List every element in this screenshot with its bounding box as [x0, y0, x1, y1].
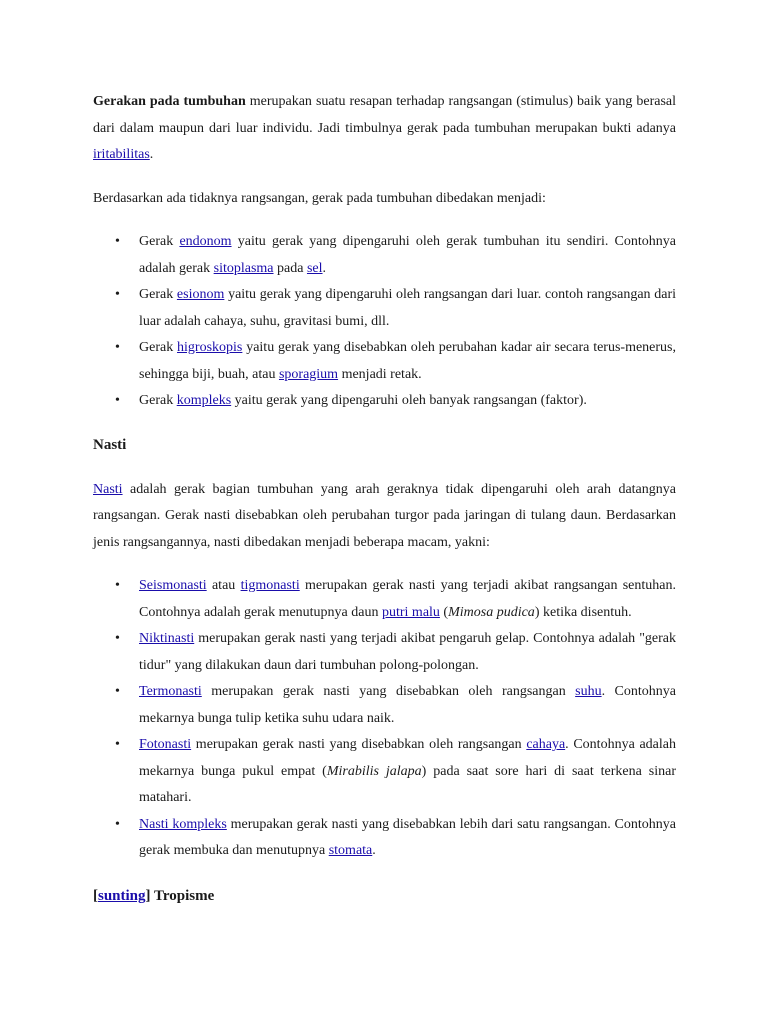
link-iritabilitas[interactable]: iritabilitas [93, 147, 150, 162]
item-text: ) ketika disentuh. [534, 604, 632, 620]
intro-bold-term: Gerakan pada tumbuhan [93, 94, 246, 109]
item-text: ) pada saat sore hari di saat terkena sinar matahari. [139, 763, 676, 805]
heading-tropisme [93, 883, 676, 909]
link-termonasti[interactable]: Termonasti [139, 684, 202, 699]
list-item [139, 282, 676, 335]
list-item [139, 335, 676, 388]
link-higroskopis[interactable]: higroskopis [177, 340, 243, 355]
item-text: Gerak [139, 393, 177, 408]
nasti-paragraph [93, 477, 676, 557]
list-item [139, 679, 676, 732]
list-item [139, 573, 676, 626]
heading-title: Tropisme [150, 887, 215, 904]
link-tigmonasti[interactable]: tigmonasti [240, 578, 300, 593]
list-item [139, 812, 676, 865]
item-text: yaitu gerak yang disebabkan oleh perubahan kadar air secara terus-menerus, sehingga biji, buah, atau [139, 340, 676, 382]
item-text: pada [273, 260, 307, 276]
intro-text: merupakan suatu resapan terhadap rangsangan (stimulus) baik yang berasal dari dalam maupun dari luar individu. Jadi timbulnya gerak pada tumbuhan merupakan bukti adanya [93, 94, 676, 136]
item-text: merupakan gerak nasti yang terjadi akibat pengaruh gelap. Contohnya adalah "gerak tidur" yang dilakukan daun dari tumbuhan polong-polongan. [139, 631, 676, 673]
link-sporagium[interactable]: sporagium [278, 366, 339, 382]
link-suhu[interactable]: suhu [575, 684, 602, 699]
link-fotonasti[interactable]: Fotonasti [139, 737, 192, 752]
item-text: merupakan gerak nasti yang disebabkan lebih dari satu rangsangan. Contohnya gerak membuka dan menutupnya [139, 816, 677, 858]
link-seismonasti[interactable]: Seismonasti [139, 578, 207, 593]
scientific-name: Mimosa pudica [448, 604, 535, 620]
link-sel[interactable]: sel [306, 260, 323, 276]
bracket-close: ] [145, 887, 151, 904]
link-endonom[interactable]: endonom [179, 234, 232, 249]
item-text: menjadi retak. [338, 366, 422, 382]
edit-link-sunting[interactable]: sunting [98, 887, 146, 904]
nasti-list [93, 573, 676, 865]
nasti-text: adalah gerak bagian tumbuhan yang arah geraknya tidak dipengaruhi oleh arah datangnya rangsangan. Gerak nasti disebabkan oleh perubahan turgor pada jaringan di tulang daun. Berdasarkan jenis rangsangannya, nasti dibedakan menjadi beberapa macam, yakni: [93, 481, 676, 550]
item-text: yaitu gerak yang dipengaruhi oleh rangsangan dari luar. contoh rangsangan dari luar adalah cahaya, suhu, gravitasi bumi, dll. [139, 287, 676, 329]
link-esionom[interactable]: esionom [176, 287, 225, 302]
item-text: merupakan gerak nasti yang disebabkan oleh rangsangan [191, 737, 527, 752]
gerak-list [93, 229, 676, 415]
item-text: Gerak [139, 287, 177, 302]
list-item [139, 626, 676, 679]
item-text: atau [206, 578, 241, 593]
link-cahaya[interactable]: cahaya [526, 737, 566, 752]
scientific-name: Mirabilis jalapa [326, 763, 422, 779]
intro-paragraph [93, 89, 676, 169]
item-text: merupakan gerak nasti yang disebabkan oleh rangsangan [201, 684, 576, 699]
item-text: . [372, 843, 376, 858]
item-text: . [322, 260, 327, 276]
bracket-open: [ [93, 887, 98, 904]
item-text: yaitu gerak yang dipengaruhi oleh gerak tumbuhan itu sendiri. Contohnya adalah gerak [139, 234, 676, 276]
link-putri-malu[interactable]: putri malu [381, 604, 440, 620]
item-text: yaitu gerak yang dipengaruhi oleh banyak rangsangan (faktor). [231, 393, 587, 408]
list-item [139, 732, 676, 812]
link-nasti-kompleks[interactable]: Nasti kompleks [139, 816, 227, 832]
item-text: Gerak [139, 340, 178, 355]
document-page [93, 89, 676, 909]
link-sitoplasma[interactable]: sitoplasma [213, 260, 274, 276]
heading-nasti: Nasti [93, 436, 127, 453]
link-kompleks[interactable]: kompleks [176, 393, 232, 408]
link-niktinasti[interactable]: Niktinasti [139, 631, 195, 646]
intro-end: . [149, 147, 154, 162]
item-text: merupakan gerak nasti yang terjadi akibat rangsangan sentuhan. Contohnya adalah gerak menutupnya daun [139, 578, 677, 620]
list-item [139, 388, 676, 415]
item-text: . Contohnya mekarnya bunga tulip ketika suhu udara naik. [139, 684, 676, 726]
link-nasti[interactable]: Nasti [93, 481, 123, 497]
item-text: . Contohnya adalah mekarnya bunga pukul empat ( [139, 737, 676, 779]
list-item [139, 229, 676, 282]
item-text: Gerak [139, 234, 180, 249]
division-paragraph: Berdasarkan ada tidaknya rangsangan, gerak pada tumbuhan dibedakan menjadi: [93, 190, 546, 206]
link-stomata[interactable]: stomata [328, 843, 373, 858]
item-text: ( [439, 604, 449, 620]
